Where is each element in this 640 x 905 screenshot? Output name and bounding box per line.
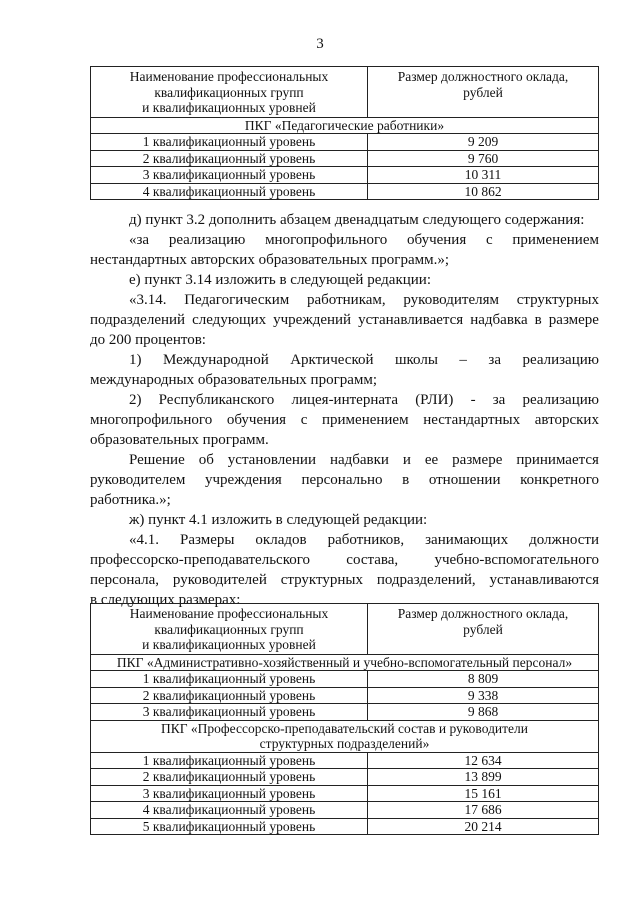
- word: персонально: [301, 472, 383, 488]
- text-line: в следующих размерах:: [90, 592, 241, 608]
- word: Международной: [162, 352, 269, 368]
- salary-cell: 8 809: [368, 671, 599, 688]
- salary-cell: 13 899: [368, 769, 599, 786]
- level-cell: 2 квалификационный уровень: [91, 150, 368, 167]
- table-row: [91, 818, 599, 835]
- word: размере: [548, 312, 599, 328]
- word: лицея-интерната: [291, 392, 399, 408]
- text-line-justified: [90, 470, 599, 490]
- word: принимается: [516, 452, 599, 468]
- word: реализацию: [522, 392, 599, 408]
- level-cell: 5 квалификационный уровень: [91, 818, 368, 835]
- word: авторских: [534, 412, 599, 428]
- table-row: [91, 167, 599, 184]
- word: -: [470, 392, 476, 408]
- word: Размеры: [179, 532, 235, 548]
- text-line-justified: [90, 390, 599, 410]
- word: занимающих: [425, 532, 509, 548]
- word: персонала,: [90, 572, 160, 588]
- word: отношении: [428, 472, 501, 488]
- word: «3.14.: [129, 292, 167, 308]
- salary-table-pedagogical: [90, 66, 599, 200]
- word: реализацию: [522, 352, 599, 368]
- table-row: [91, 802, 599, 819]
- word: подразделений: [90, 312, 186, 328]
- word: учебно-вспомогательного: [434, 552, 599, 568]
- word: «за: [129, 232, 150, 248]
- text-line-justified: [90, 530, 599, 550]
- text-line: е) пункт 3.14 изложить в следующей редакции:: [129, 272, 431, 288]
- salary-cell: 20 214: [368, 818, 599, 835]
- table-header-row: [91, 67, 599, 118]
- word: школы: [394, 352, 438, 368]
- word: за: [488, 352, 501, 368]
- text-line: международных образовательных программ;: [90, 372, 378, 388]
- word: обучения: [226, 412, 287, 428]
- table-row: [91, 150, 599, 167]
- word: состава,: [346, 552, 399, 568]
- salary-cell: 10 862: [368, 183, 599, 200]
- level-cell: 2 квалификационный уровень: [91, 769, 368, 786]
- word: Решение: [129, 452, 185, 468]
- text-line: ж) пункт 4.1 изложить в следующей редакции:: [129, 512, 428, 528]
- word: конкретного: [520, 472, 599, 488]
- text-line: образовательных программ.: [90, 432, 269, 448]
- level-cell: 3 квалификационный уровень: [91, 704, 368, 721]
- word: с: [300, 412, 308, 428]
- word: обучения: [407, 232, 467, 248]
- word: устанавливаются: [489, 572, 599, 588]
- word: Республиканского: [158, 392, 275, 408]
- word: с: [485, 232, 493, 248]
- word: должности: [529, 532, 599, 548]
- page-number: 3: [316, 36, 324, 52]
- salary-cell: 10 311: [368, 167, 599, 184]
- salary-cell: 17 686: [368, 802, 599, 819]
- word: 2): [129, 392, 142, 408]
- word: применением: [321, 412, 409, 428]
- word: надбавка: [470, 312, 528, 328]
- word: учреждений: [273, 312, 352, 328]
- word: Педагогическим: [184, 292, 290, 308]
- text-line-justified: [90, 230, 599, 250]
- word: в: [402, 472, 410, 488]
- text-line: до 200 процентов:: [90, 332, 206, 348]
- word: (РЛИ): [415, 392, 454, 408]
- text-line-justified: [90, 310, 599, 330]
- word: 1): [129, 352, 142, 368]
- word: в: [534, 312, 542, 328]
- word: «4.1.: [129, 532, 159, 548]
- table-row: [91, 752, 599, 769]
- salary-cell: 9 868: [368, 704, 599, 721]
- word: руководителем: [90, 472, 186, 488]
- text-line: работника.»;: [90, 492, 171, 508]
- word: размере: [452, 452, 503, 468]
- word: структурных: [516, 292, 599, 308]
- text-line: нестандартных авторских образовательных программ.»;: [90, 252, 450, 268]
- table-header-row: [91, 604, 599, 655]
- group-title: ПКГ «Профессорско-преподавательский состав и руководители структурных подразделений»: [91, 720, 599, 752]
- table-row: [91, 687, 599, 704]
- level-cell: 1 квалификационный уровень: [91, 671, 368, 688]
- word: устанавливается: [358, 312, 464, 328]
- word: работникам,: [307, 292, 386, 308]
- word: структурных: [280, 572, 363, 588]
- word: об: [198, 452, 214, 468]
- header-qualification-group: Наименование профессиональных квалификационных групп и квалификационных уровней: [91, 604, 368, 655]
- level-cell: 1 квалификационный уровень: [91, 752, 368, 769]
- table-row: [91, 704, 599, 721]
- text-line-justified: [90, 550, 599, 570]
- text-line-justified: [90, 570, 599, 590]
- word: реализацию: [168, 232, 246, 248]
- word: надбавки: [329, 452, 389, 468]
- salary-cell: 15 161: [368, 785, 599, 802]
- salary-table-university-staff: [90, 603, 599, 835]
- word: применением: [512, 232, 599, 248]
- word: окладов: [255, 532, 307, 548]
- level-cell: 2 квалификационный уровень: [91, 687, 368, 704]
- word: руководителей: [172, 572, 267, 588]
- word: работников,: [327, 532, 405, 548]
- level-cell: 4 квалификационный уровень: [91, 183, 368, 200]
- word: –: [459, 352, 467, 368]
- level-cell: 3 квалификационный уровень: [91, 167, 368, 184]
- text-line-justified: [90, 450, 599, 470]
- word: ее: [424, 452, 439, 468]
- header-qualification-group: Наименование профессиональных квалификационных групп и квалификационных уровней: [91, 67, 368, 118]
- word: профессорско-преподавательского: [90, 552, 310, 568]
- text-line-justified: [90, 290, 599, 310]
- group-title: ПКГ «Административно-хозяйственный и учебно-вспомогательный персонал»: [91, 654, 599, 671]
- table-row: [91, 785, 599, 802]
- salary-cell: 12 634: [368, 752, 599, 769]
- group-row: [91, 117, 599, 134]
- header-salary: Размер должностного оклада, рублей: [368, 67, 599, 118]
- word: Арктической: [290, 352, 374, 368]
- text-line-justified: [90, 350, 599, 370]
- group-title: ПКГ «Педагогические работники»: [91, 117, 599, 134]
- salary-cell: 9 760: [368, 150, 599, 167]
- word: за: [492, 392, 506, 408]
- group-row: [91, 720, 599, 752]
- level-cell: 4 квалификационный уровень: [91, 802, 368, 819]
- header-salary: Размер должностного оклада, рублей: [368, 604, 599, 655]
- table-row: [91, 671, 599, 688]
- word: учреждения: [205, 472, 282, 488]
- word: многопрофильного: [265, 232, 388, 248]
- group-row: [91, 654, 599, 671]
- table-row: [91, 134, 599, 151]
- body-text: [90, 210, 599, 610]
- table-row: [91, 769, 599, 786]
- word: следующих: [192, 312, 267, 328]
- word: установлении: [227, 452, 316, 468]
- word: многопрофильного: [90, 412, 213, 428]
- salary-cell: 9 338: [368, 687, 599, 704]
- word: и: [402, 452, 411, 468]
- text-line-justified: [90, 410, 599, 430]
- text-line: д) пункт 3.2 дополнить абзацем двенадцатым следующего содержания:: [129, 212, 585, 228]
- level-cell: 3 квалификационный уровень: [91, 785, 368, 802]
- salary-cell: 9 209: [368, 134, 599, 151]
- word: руководителям: [403, 292, 499, 308]
- table-row: [91, 183, 599, 200]
- word: подразделений,: [376, 572, 476, 588]
- level-cell: 1 квалификационный уровень: [91, 134, 368, 151]
- word: нестандартных: [423, 412, 521, 428]
